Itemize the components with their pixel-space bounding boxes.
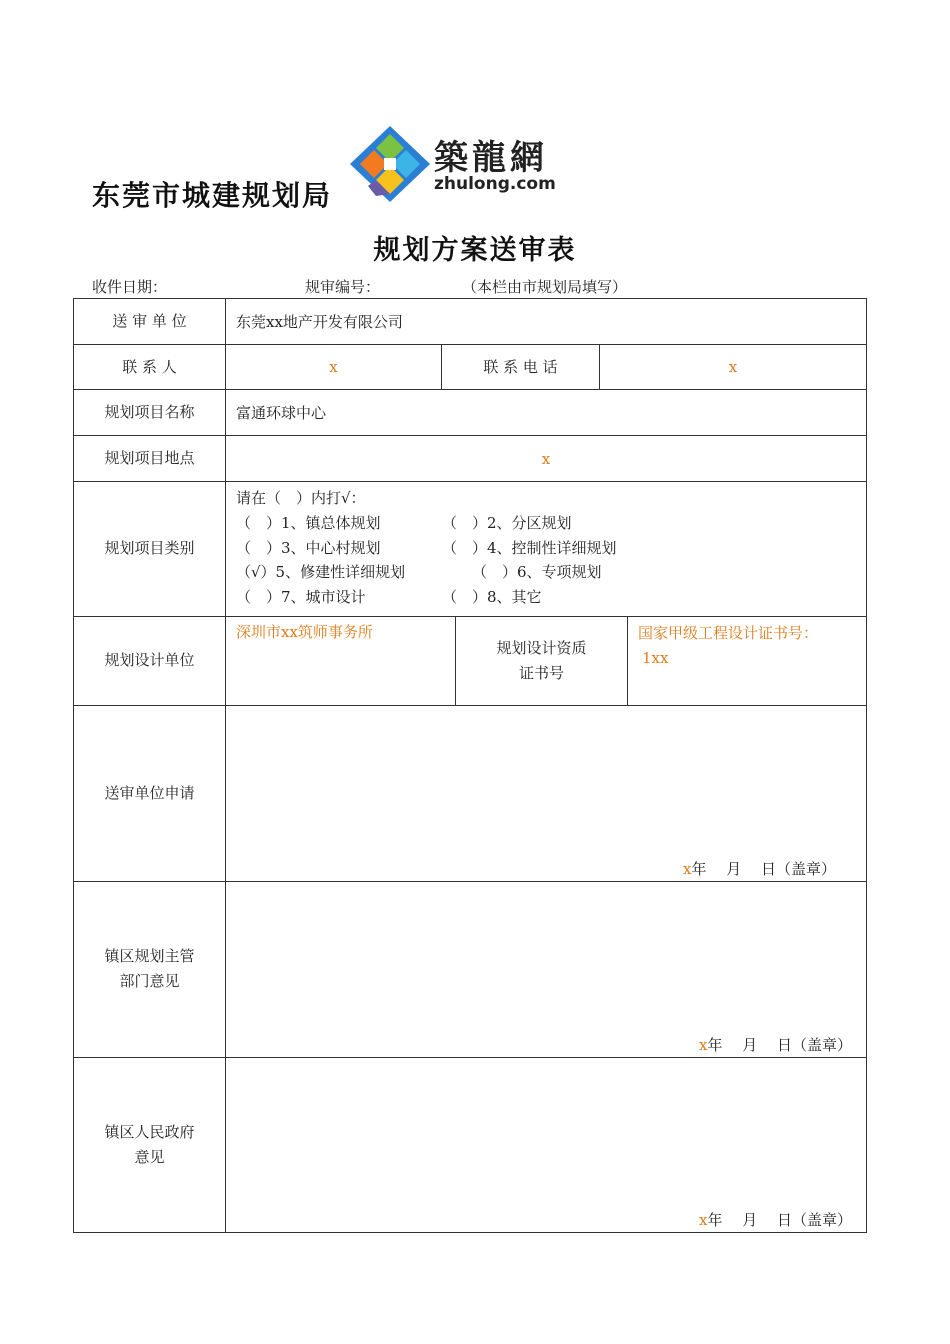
gov-stamp bbox=[699, 1209, 852, 1230]
gov-opinion-area[interactable] bbox=[226, 1057, 867, 1232]
row-contact bbox=[74, 345, 867, 390]
category-option-row bbox=[236, 536, 866, 561]
gov-opinion-label-line2: 意见 bbox=[134, 1147, 165, 1166]
row-project-name bbox=[74, 390, 867, 436]
gov-stamp-date: 年 月 日（盖章） bbox=[707, 1210, 853, 1229]
design-unit-label: 规划设计单位 bbox=[74, 616, 226, 705]
category-option-row bbox=[236, 560, 866, 585]
category-option[interactable]: （ ）2、分区规划 bbox=[442, 513, 572, 532]
dept-stamp-x: x bbox=[699, 1035, 708, 1054]
application-stamp bbox=[683, 858, 836, 879]
category-option-row bbox=[236, 585, 866, 610]
qualification-label-line2: 证书号 bbox=[518, 663, 564, 682]
category-prompt: 请在（ ）内打√： bbox=[236, 489, 366, 507]
category-option[interactable]: （ ）8、其它 bbox=[442, 588, 542, 607]
gov-stamp-x: x bbox=[699, 1210, 708, 1229]
review-form-table bbox=[73, 298, 867, 1233]
submitter-label: 送 审 单 位 bbox=[74, 299, 226, 345]
category-option-row bbox=[236, 511, 866, 536]
dept-opinion-label-line1: 镇区规划主管 bbox=[104, 947, 195, 966]
project-name-value[interactable]: 富通环球中心 bbox=[226, 390, 867, 436]
logo-english-text: zhulong.com bbox=[434, 174, 556, 194]
application-area[interactable] bbox=[226, 705, 867, 881]
certificate-line2: 1xx bbox=[642, 648, 669, 667]
design-unit-value[interactable]: 深圳市xx筑师事务所 bbox=[226, 616, 456, 705]
received-date-label: 收件日期： bbox=[92, 278, 168, 296]
row-design-unit bbox=[74, 616, 867, 705]
certificate-line1: 国家甲级工程设计证书号： bbox=[638, 623, 819, 642]
dept-opinion-label-line2: 部门意见 bbox=[119, 972, 180, 991]
dept-opinion-area[interactable] bbox=[226, 881, 867, 1057]
qualification-label bbox=[456, 616, 628, 705]
application-stamp-x: x bbox=[683, 859, 692, 878]
logo-diamond-icon bbox=[348, 124, 432, 204]
application-stamp-date: 年 月 日（盖章） bbox=[691, 859, 837, 878]
zhulong-logo bbox=[348, 124, 562, 204]
category-option[interactable]: （ ）6、专项规划 bbox=[472, 563, 602, 582]
location-value[interactable]: x bbox=[226, 436, 867, 482]
dept-stamp bbox=[699, 1034, 852, 1055]
project-name-label: 规划项目名称 bbox=[74, 390, 226, 436]
row-submitter bbox=[74, 299, 867, 345]
location-label: 规划项目地点 bbox=[74, 436, 226, 482]
form-title: 规划方案送审表 bbox=[373, 235, 577, 266]
filled-by-bureau-note: （本栏由市规划局填写） bbox=[462, 278, 628, 296]
category-label: 规划项目类别 bbox=[74, 482, 226, 617]
row-category bbox=[74, 482, 867, 617]
category-option[interactable]: （ ）3、中心村规划 bbox=[236, 538, 381, 557]
category-option[interactable]: （ ）4、控制性详细规划 bbox=[442, 538, 617, 557]
dept-stamp-date: 年 月 日（盖章） bbox=[707, 1035, 853, 1054]
submitter-value[interactable]: 东莞xx地产开发有限公司 bbox=[226, 299, 867, 345]
dept-opinion-label bbox=[74, 881, 226, 1057]
gov-opinion-label bbox=[74, 1057, 226, 1232]
contact-value[interactable]: x bbox=[226, 345, 442, 390]
review-number-label: 规审编号： bbox=[305, 278, 381, 296]
qualification-label-line1: 规划设计资质 bbox=[496, 638, 587, 657]
application-label: 送审单位申请 bbox=[74, 705, 226, 881]
category-option-checked[interactable]: （√）5、修建性详细规划 bbox=[236, 563, 406, 582]
category-options bbox=[226, 482, 867, 617]
logo-chinese-text: 築龍網 bbox=[434, 138, 548, 178]
row-dept-opinion bbox=[74, 881, 867, 1057]
row-application bbox=[74, 705, 867, 881]
row-gov-opinion bbox=[74, 1057, 867, 1232]
phone-label: 联 系 电 话 bbox=[442, 345, 600, 390]
category-option[interactable]: （ ）7、城市设计 bbox=[236, 588, 366, 607]
gov-opinion-label-line1: 镇区人民政府 bbox=[104, 1122, 195, 1141]
row-location bbox=[74, 436, 867, 482]
certificate-number[interactable] bbox=[628, 616, 867, 705]
phone-value[interactable]: x bbox=[600, 345, 867, 390]
bureau-name: 东莞市城建规划局 bbox=[92, 179, 333, 212]
contact-label: 联 系 人 bbox=[74, 345, 226, 390]
category-option[interactable]: （ ）1、镇总体规划 bbox=[236, 513, 381, 532]
